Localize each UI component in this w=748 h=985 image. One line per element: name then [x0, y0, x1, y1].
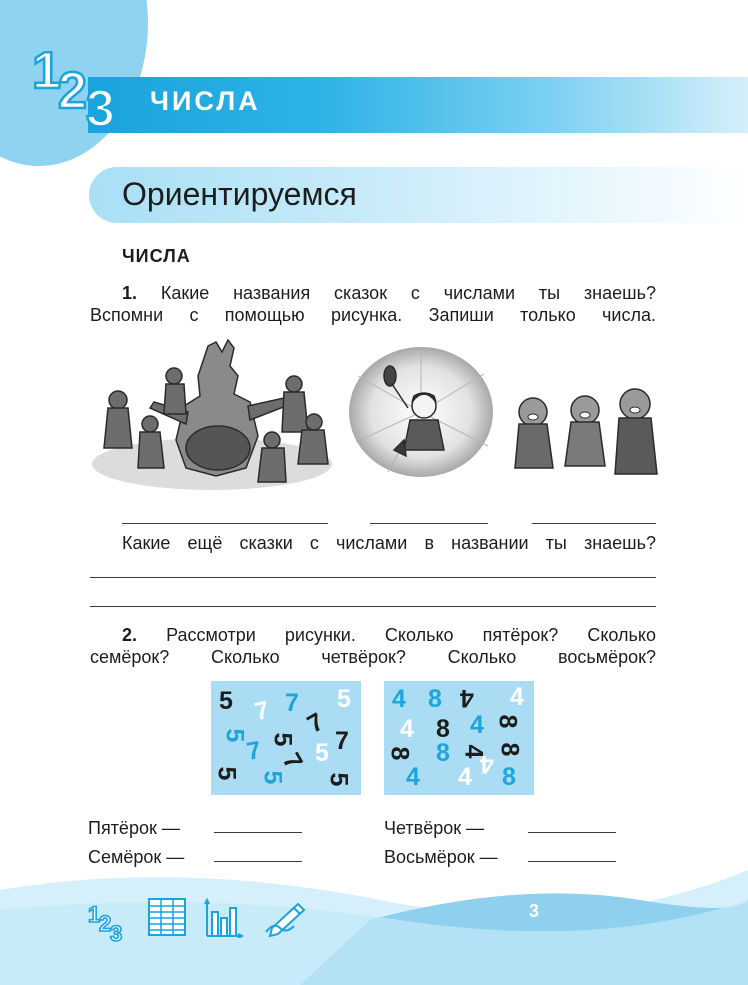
- fours-answer-line[interactable]: [528, 832, 616, 833]
- fives-answer-line[interactable]: [214, 832, 302, 833]
- panel-digit: 5: [337, 685, 351, 713]
- svg-text:3: 3: [110, 921, 123, 942]
- answer-line[interactable]: [370, 523, 488, 524]
- answer-line[interactable]: [122, 523, 328, 524]
- numbers-123-logo-icon: [30, 38, 130, 128]
- digits-panel-fours-eights: [384, 681, 534, 795]
- task-1-line-2: Вспомни с помощью рисунка. Запиши только числа.: [90, 305, 656, 325]
- fours-label: Четвёрок —: [384, 818, 485, 838]
- task-2-line-1: Рассмотри рисунки. Сколько пятёрок? Сколько: [166, 625, 656, 645]
- three-pigs-illustration: [503, 384, 663, 484]
- panel-digit: 8: [428, 685, 442, 713]
- panel-digit: 8: [495, 742, 524, 757]
- svg-text:1: 1: [32, 42, 61, 100]
- task-2-number: 2.: [122, 625, 138, 645]
- panel-digit: 4: [400, 715, 414, 743]
- section-title: ЧИСЛА: [150, 86, 261, 116]
- panel-digit: 8: [436, 739, 450, 767]
- panel-digit: 4: [480, 750, 494, 778]
- goat-with-kids-illustration: [88, 336, 336, 494]
- pencil-icon: [264, 898, 308, 938]
- fives-label: Пятёрок —: [88, 818, 180, 838]
- panel-digit: 7: [244, 736, 264, 767]
- panel-digit: 5: [315, 739, 329, 767]
- panel-digit: 5: [258, 770, 287, 785]
- panel-digit: 5: [220, 728, 249, 743]
- panel-digit: 5: [212, 766, 241, 781]
- panel-digit: 5: [219, 687, 233, 715]
- svg-text:2: 2: [99, 911, 112, 936]
- page-number: 3: [528, 901, 539, 921]
- task-2-line-2: семёрок? Сколько четвёрок? Сколько восьмёрок?: [90, 647, 656, 667]
- task-2-text: [90, 624, 656, 668]
- panel-digit: 7: [285, 689, 299, 717]
- svg-text:1: 1: [88, 902, 101, 927]
- digits-panel-fives-sevens: [211, 681, 361, 795]
- panel-digit: 8: [385, 746, 414, 761]
- panel-digit: 4: [392, 685, 406, 713]
- task-1-line-1: Какие названия сказок с числами ты знаешь?: [160, 283, 656, 303]
- panel-digit: 5: [324, 772, 353, 787]
- task-1-number: 1.: [122, 283, 138, 303]
- panel-digit: 7: [335, 727, 349, 755]
- task-1-question-2: Какие ещё сказки с числами в названии ты знаешь?: [122, 533, 656, 553]
- answer-line[interactable]: [532, 523, 656, 524]
- sevens-label: Семёрок —: [88, 847, 185, 867]
- svg-text:2: 2: [58, 62, 87, 120]
- eights-label: Восьмёрок —: [384, 847, 498, 867]
- table-icon: [148, 898, 186, 936]
- panel-digit: 7: [302, 707, 329, 739]
- panel-digit: 8: [502, 763, 516, 791]
- panel-digit: 8: [493, 714, 522, 729]
- subheader-title: Ориентируемся: [122, 176, 357, 212]
- answer-line[interactable]: [90, 577, 656, 578]
- bar-chart-icon: [204, 898, 244, 938]
- panel-digit: 7: [276, 748, 308, 775]
- panel-digit: 7: [252, 695, 272, 727]
- panel-digit: 8: [436, 715, 450, 743]
- panel-digit: 4: [458, 763, 472, 791]
- answer-line[interactable]: [90, 606, 656, 607]
- panel-digit: 4: [510, 683, 524, 711]
- panel-digit: 4: [459, 744, 488, 759]
- panel-digit: 4: [460, 684, 474, 712]
- panel-digit: 5: [268, 732, 297, 747]
- panel-digit: 4: [406, 763, 420, 791]
- task-1-text: [90, 282, 656, 326]
- panel-digit: 4: [470, 711, 484, 739]
- svg-text:3: 3: [86, 80, 115, 128]
- girl-with-magic-flower-illustration: [348, 346, 494, 478]
- topic-heading: ЧИСЛА: [122, 246, 191, 266]
- numbers-123-icon: [88, 898, 128, 942]
